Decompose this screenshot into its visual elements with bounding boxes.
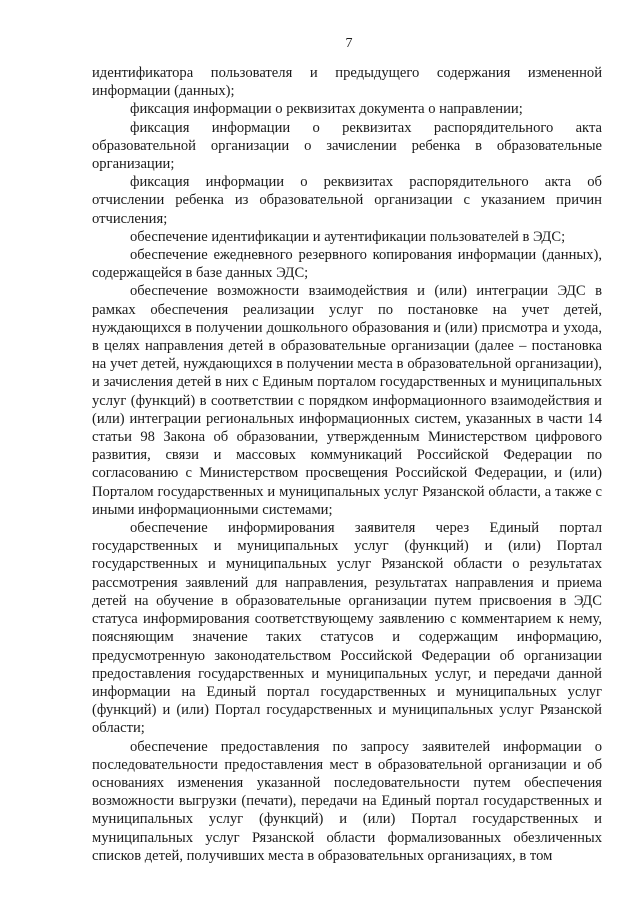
paragraph: обеспечение предоставления по запросу заявителей информации о последовательности предоставления мест в образовательной организации и об основаниях изменения указанной последовательности путем обеспечения возможности выгрузки (печати), передачи на Единый портал государственных и муниципальных услуг (функций) и (или) Портал государственных и муниципальных услуг Рязанской области формализованных обезличенных списков детей, получивших места в образовательных организациях, в том <box>92 738 602 864</box>
paragraph: фиксация информации о реквизитах документа о направлении; <box>130 101 523 118</box>
paragraph: обеспечение ежедневного резервного копирования информации (данных), содержащейся в базе данных ЭДС; <box>92 247 602 282</box>
paragraph: фиксация информации о реквизитах распорядительного акта об отчислении ребенка из образовательной организации с указанием причин отчисления; <box>92 174 602 227</box>
paragraph: фиксация информации о реквизитах распорядительного акта образовательной организации о зачислении ребенка в образовательные организации; <box>92 119 602 173</box>
paragraph: обеспечение информирования заявителя через Единый портал государственных и муниципальных услуг (функций) и (или) Портал государственных и муниципальных услуг Рязанской области о результатах рассмотрения заявлений для направления, результатах направления и приема детей на обучение в образовательные организации путем присвоения в ЭДС статуса информирования соответствующему заявлению с комментарием к нему, поясняющим значение таких статусов и содержащим информацию, предусмотренную законодательством Российской Федерации об организации предоставления государственных и муниципальных услуг, и передачи данной информации на Единый портал государственных и муниципальных услуг (функций) и (или) Портал государственных и муниципальных услуг Рязанской области; <box>92 520 602 737</box>
paragraph: идентификатора пользователя и предыдущего содержания измененной информации (данных); <box>92 65 602 100</box>
page-number: 7 <box>345 36 353 51</box>
paragraph: обеспечение идентификации и аутентификации пользователей в ЭДС; <box>130 228 566 245</box>
paragraph: обеспечение возможности взаимодействия и (или) интеграции ЭДС в рамках обеспечения реализации услуг по постановке на учет детей, нуждающихся в получении дошкольного образования и (или) присмотра и ухода, в целях направления детей в образовательные организации (далее – постановка на учет детей, нуждающихся в получении места в образовательной организации), и зачисления детей в них с Единым порталом государственных и муниципальных услуг (функций) в соответствии с порядком информационного взаимодействия и (или) интеграции региональных информационных систем, указанных в части 14 статьи 98 Закона об образовании, утвержденным Министерством цифрового развития, связи и массовых коммуникаций Российской Федерации по согласованию с Министерством просвещения Российской Федерации, и (или) Порталом государственных и муниципальных услуг Рязанской области, а также с иными информационными системами; <box>92 283 602 518</box>
